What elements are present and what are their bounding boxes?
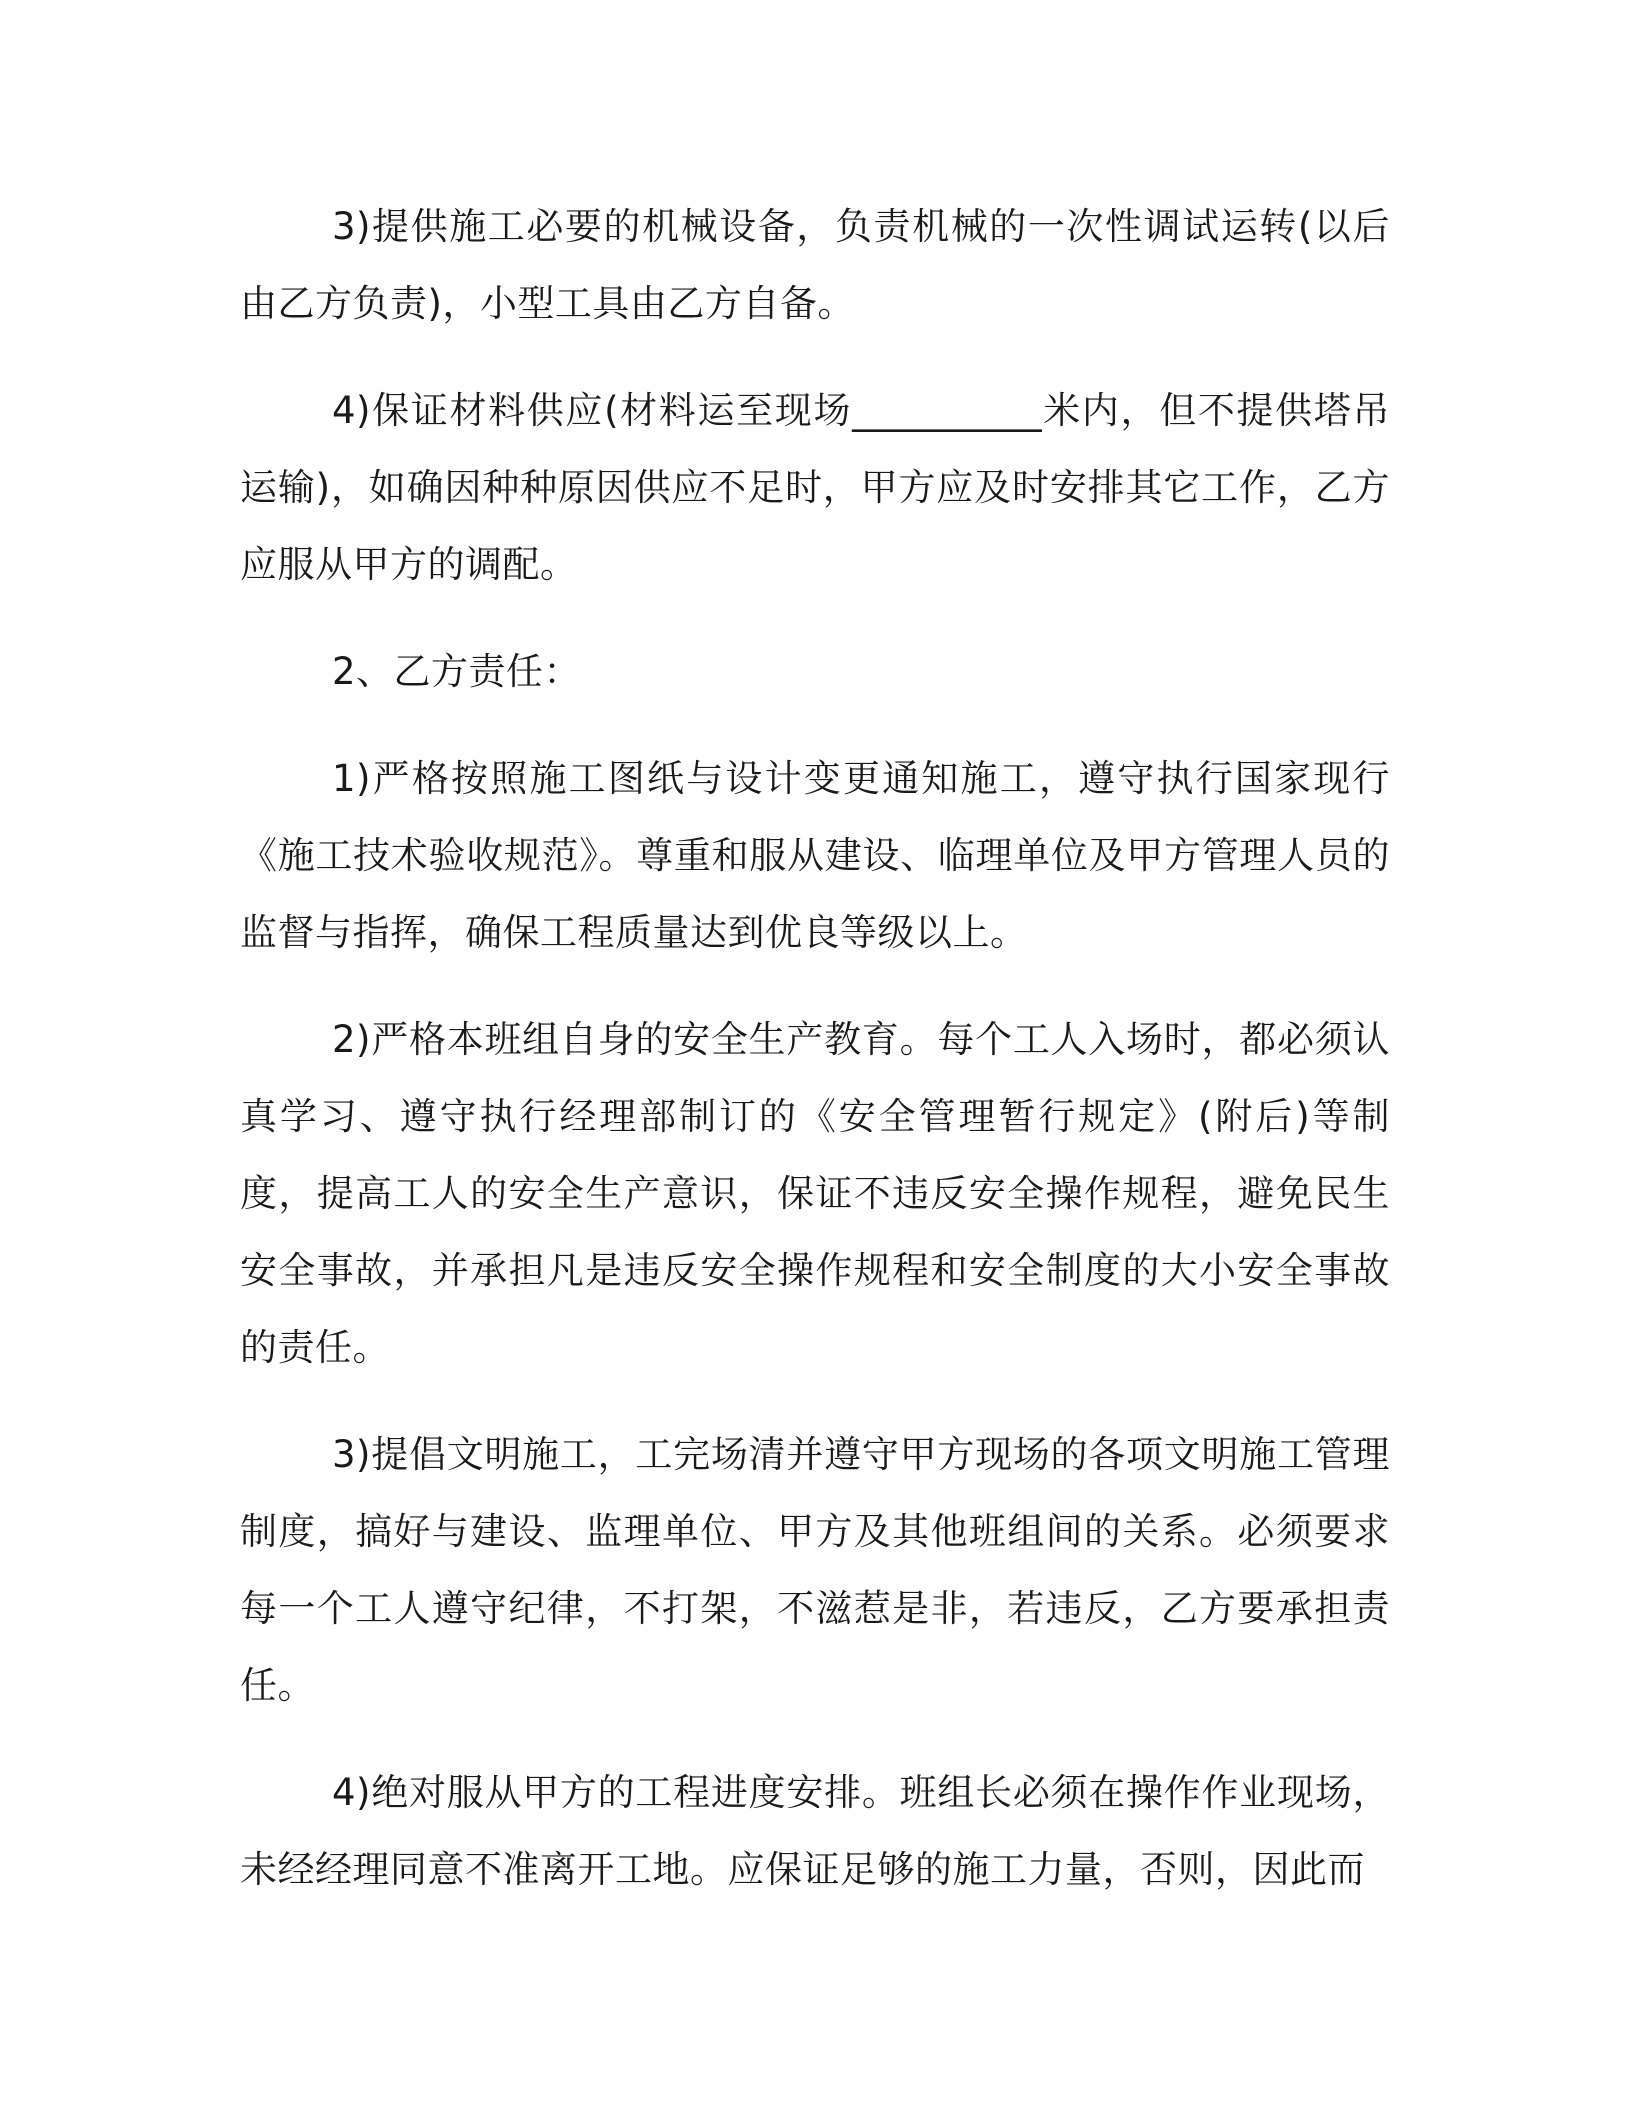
paragraph-party-a-item-3: 3)提供施工必要的机械设备，负责机械的一次性调试运转(以后由乙方负责)，小型工具由乙方自备。 <box>240 205 1390 325</box>
paragraph-party-b-item-4: 4)绝对服从甲方的工程进度安排。班组长必须在操作作业现场，未经经理同意不准离开工地。应保证足够的施工力量，否则，因此而 <box>240 1771 1390 1891</box>
paragraph-party-b-item-1: 1)严格按照施工图纸与设计变更通知施工，遵守执行国家现行《施工技术验收规范》。尊重和服从建设、临理单位及甲方管理人员的监督与指挥，确保工程质量达到优良等级以上。 <box>240 757 1390 954</box>
section-heading-party-b: 2、乙方责任： <box>332 650 582 693</box>
paragraph-party-b-item-3: 3)提倡文明施工，工完场清并遵守甲方现场的各项文明施工管理制度，搞好与建设、监理单位、甲方及其他班组间的关系。必须要求每一个工人遵守纪律，不打架，不滋惹是非，若违反，乙方要承担责任。 <box>240 1433 1390 1707</box>
paragraph-party-b-item-2: 2)严格本班组自身的安全生产教育。每个工人入场时，都必须认真学习、遵守执行经理部制订的《安全管理暂行规定》(附后)等制度，提高工人的安全生产意识，保证不违反安全操作规程，避免民生安全事故，并承担凡是违反安全操作规程和安全制度的大小安全事故的责任。 <box>240 1018 1390 1369</box>
document-body <box>240 188 1390 1938</box>
paragraph-party-a-item-4: 4)保证材料供应(材料运至现场__________米内，但不提供塔吊运输)，如确因种种原因供应不足时，甲方应及时安排其它工作，乙方应服从甲方的调配。 <box>240 389 1390 586</box>
